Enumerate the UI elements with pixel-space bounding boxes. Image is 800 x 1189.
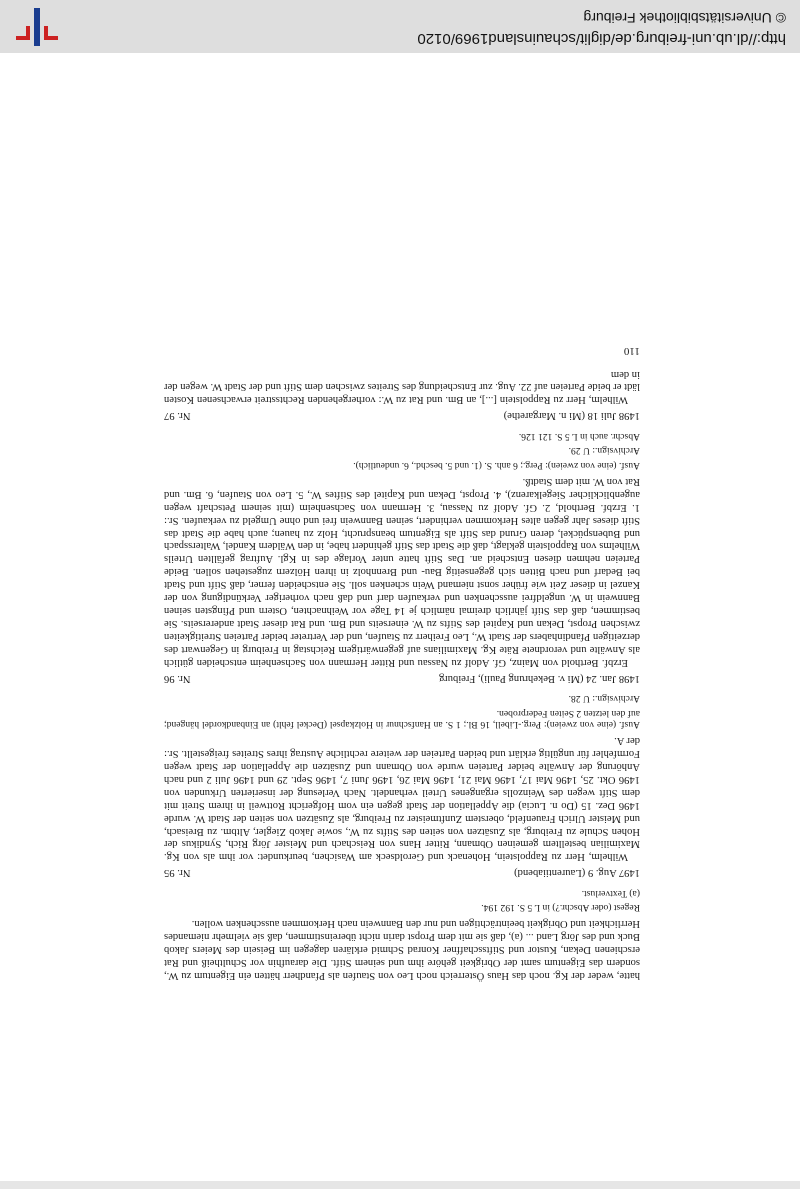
entry-95-header <box>164 865 640 878</box>
entry-96-ausfertigung: Ausf. (eine von zweien): Perg.; 6 anh. S. (1. und 5. beschd., 6. undeutlich). <box>353 460 640 472</box>
top-banner <box>0 0 800 53</box>
banner-text <box>417 7 786 49</box>
entry-97-number: Nr. 97 <box>164 410 191 422</box>
entry-97-text: Wilhelm, Herr zu Rappolstein [...], an Bm. und Rat zu W.: vorhergehenden Rechtsstreit erwachsenen Kosten lädt er beide Parteien auf 22. Aug. zur Entscheidung des Streites zwischen dem Stift und der Stadt W. wegen der in dem <box>163 368 640 406</box>
bottom-strip <box>0 1181 800 1189</box>
entry-95-ausfertigung: Ausf. (eine von zweien): Perg.-Libell, 16 Bl.; 1 S. an Hanfschnur in Holzkapsel (Deckel fehlt) an Einbandkordel hängend; auf den letzten 2 Seiten Federproben. <box>164 707 640 731</box>
library-credit: © Universitätsbibliothek Freiburg <box>583 10 786 26</box>
permalink-url[interactable]: http://dl.ub.uni-freiburg.de/diglit/schauinsland1969/0120 <box>417 30 786 47</box>
intro-paragraph: hatte, weder der Kg. noch das Haus Österreich noch Leo von Staufen als Pfandherr hätten ein Eigentum zu W., sondern das Eigentum samt der Obrigkeit gehöre ihm und seinem Stift. Die daraufhin vor Schultheiß und Rat erschienen Dekan, Kustor und Stiftsschaffner Konrad Schmid erklären dagegen im Beisein des Meiers Jakob Buck und des Jörg Land ... (a), daß sie mit dem Propst darin nicht übereinstimmen, daß sie vielmehr niemandes Herrlichkeit und Obrigkeit beeinträchtigen und nur den Bannwein nach Herkommen ausschenken wollen. <box>164 918 640 981</box>
entry-96-number: Nr. 96 <box>164 672 191 684</box>
entry-95-text: Wilhelm, Herr zu Rappolstein, Hohenack und Geroldseck am Wasichen, beurkundet: vor ihm als von Kg. Maximilian bestelltem gemeinen Obmann, Ritter Hans von Reischach und Meister Jörg Rich, Syndikus der Hohen Schule zu Freiburg, als Zusätzen von seiten des Stifts zu W., sowie Jakob Ziegler, Altbm. zu Breisach, und Meister Ulrich Frauenfeld, oberstem Zunftmeister zu Freiburg, als Zusätzen von seiten der Stadt W. wurde 1496 Dez. 15 (Do n. Lucia) die Appellation der Stadt gegen ein vom Hofgericht Rottweil in ihrem Streit mit dem Stift wegen des Weinzolls ergangenes Urteil verhandelt. Nach Verlesung der inserierten Urkunden von 1496 Okt. 25, 1496 Mai 17, 1496 Mai 21, 1496 Mai 26, 1496 Juni 7, 1496 Sept. 29 und 1496 Juli 2 und nach Anhörung der Anwälte beider Parteien wurde von Obmann und Zusätzen die Appellation der Stadt wegen Formfehler für ungültig erklärt und beiden Parteien der weitere rechtliche Austrag ihres Streites freigestellt. Sr.: der A. <box>164 735 640 863</box>
page-number: 110 <box>623 344 640 357</box>
university-library-logo-icon <box>12 8 62 46</box>
entry-96-header <box>164 671 640 684</box>
entry-96-archive-signature: Archivsign.: U 29. <box>568 445 640 457</box>
entry-96-text: Erzbf. Berthold von Mainz, Gf. Adolf zu Nassau und Ritter Hermann von Sachsenheim entscheiden gütlich als Anwälte und verordnete Räte Kg. Maximilians auf gegenwärtigem Reichstag in Freiburg in Gegenwart des derzeitigen Pfandinhabers der Stadt W., Leo Freiherr zu Staufen, und der Vertreter beider Parteien Streitigkeiten zwischen Propst, Dekan und Kapitel des Stifts zu W. einerseits und Bm. und Rat dieser Stadt andererseits. Sie bestimmen, daß das Stift jährlich dreimal nämlich je 14 Tage vor Weihnachten, Ostern und Pfingsten seinen Bannwein in W. ungeldfrei ausschenken und verkaufen darf und daß nach vorheriger Verkündigung von der Kanzel in dieser Zeit wie früher sonst niemand Wein schenken soll. Sie entscheiden ferner, daß Stift und Stadt bei Bedarf und nach Bitten sich gegenseitig Bau- und Brennholz in ihren Hölzern zugestehen sollen. Beide Parteien nehmen diesen Entscheid an. Das Stift hatte unter Vorlage des in Kgl. Auftrag gefällten Urteils Wilhelms von Rappolstein geklagt, daß die Stadt das Stift gehindert habe, in den Wäldern Kandel, Waltersspach und Bubenspückel, deren Grund das Stift als Eigentum beansprucht, Holz zu hauen; auch habe die Stadt das Stift dieses Jahr gegen altes Herkommen verhindert, seinen Bannwein frei und ohne Umgeld zu verkaufen. Sr.: 1. Erzbf. Berthold, 2. Gf. Adolf zu Nassau, 3. Hermann von Sachsenheim (mit seinem Petschaft wegen augenblicklicher Siegelkarenz), 4. Propst, Dekan und Kapitel des Stiftes W., 5. Leo von Staufen, 6. Bm. und Rat von W. mit dem Stadtß. <box>164 475 640 668</box>
document-page <box>164 344 640 981</box>
entry-97-date: 1498 Juli 18 (Mi n. Margarethe) <box>503 410 640 422</box>
entry-95-date: 1497 Aug. 9 (Laurentiiabend) <box>514 867 640 879</box>
intro-footnote: (a) Textverlust. <box>581 887 640 899</box>
entry-97-header <box>164 408 640 421</box>
entry-95-archive-signature: Archivsign.: U 28. <box>568 693 640 705</box>
intro-regest: Regest (oder Abschr.?) in L 5 S. 192 194. <box>481 902 640 914</box>
entry-96-date: 1498 Jan. 24 (Mi v. Bekehrung Pauli), Freiburg <box>439 672 640 684</box>
entry-95-number: Nr. 95 <box>164 867 191 879</box>
entry-96-copy: Abschr. auch in L 5 S. 121 126. <box>518 430 640 442</box>
